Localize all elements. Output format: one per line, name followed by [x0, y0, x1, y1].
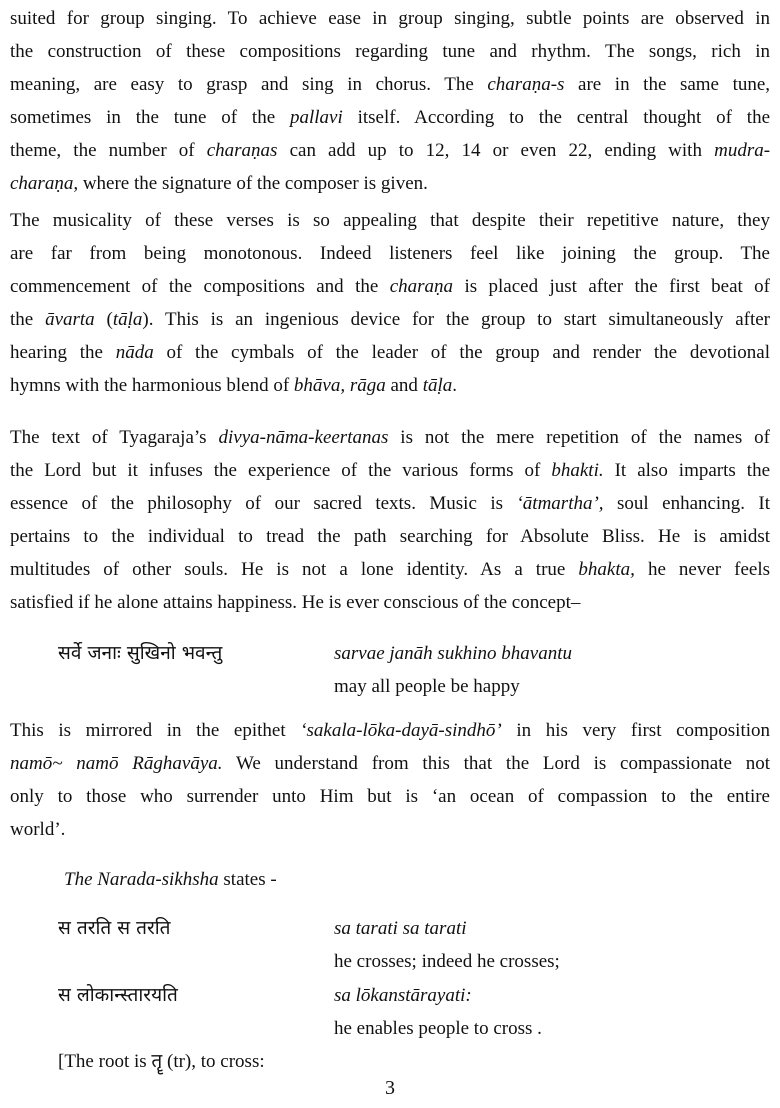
line: pertains to the individual to tread the path searching for Absolute Bliss. He is amidst — [10, 526, 770, 547]
line: commencement of the compositions and the charaṇa is placed just after the first beat of — [10, 276, 771, 297]
line: only to those who surrender unto Him but is ‘an ocean of compassion to the entire — [10, 786, 770, 807]
paragraph-group-singing — [10, 2, 770, 200]
line: meaning, are easy to grasp and sing in chorus. The charaṇa-s are in the same tune, — [10, 74, 771, 95]
transliteration: sa tarati sa tarati — [334, 918, 467, 939]
paragraph-musicality — [10, 204, 770, 402]
line: charaṇa, where the signature of the composer is given. — [10, 173, 428, 194]
line: The musicality of these verses is so appealing that despite their repetitive nature, they — [10, 210, 770, 231]
paragraph-tyagaraja — [10, 421, 770, 619]
translation: he enables people to cross . — [334, 1018, 542, 1039]
line: suited for group singing. To achieve ease in group singing, subtle points are observed in — [10, 8, 770, 29]
line: essence of the philosophy of our sacred texts. Music is ‘ātmartha’, soul enhancing. It — [10, 493, 771, 514]
sanskrit-verse: स तरति स तरति — [58, 917, 171, 939]
line: sometimes in the tune of the pallavi itself. According to the central thought of the — [10, 107, 771, 128]
sanskrit-verse: सर्वे जनाः सुखिनो भवन्तु — [58, 642, 223, 664]
line: the Lord but it infuses the experience of the various forms of bhakti. It also imparts the — [10, 460, 771, 481]
translation: he crosses; indeed he crosses; — [334, 951, 560, 972]
line: The text of Tyagaraja’s divya-nāma-keertanas is not the mere repetition of the names of — [10, 427, 770, 448]
line: satisfied if he alone attains happiness. He is ever conscious of the concept– — [10, 592, 581, 613]
transliteration: sarvae janāh sukhino bhavantu — [334, 643, 573, 664]
sanskrit-verse: स लोकान्स्तारयति — [58, 984, 178, 1006]
line: hearing the nāda of the cymbals of the leader of the group and render the devotional — [10, 342, 771, 363]
line: the āvarta (tāḷa). This is an ingenious device for the group to start simultaneously after — [10, 309, 771, 330]
transliteration: sa lōkanstārayati: — [334, 985, 472, 1006]
paragraph-epithet — [10, 714, 770, 846]
line: namō~ namō Rāghavāya. We understand from this that the Lord is compassionate not — [10, 753, 770, 774]
line: the construction of these compositions regarding tune and rhythm. The songs, rich in — [10, 41, 770, 62]
line: This is mirrored in the epithet ‘sakala-lōka-dayā-sindhō’ in his very first composition — [10, 720, 771, 741]
line: theme, the number of charaṇas can add up to 12, 14 or even 22, ending with mudra- — [10, 140, 771, 161]
line: hymns with the harmonious blend of bhāva, rāga and tāḷa. — [10, 375, 457, 396]
translation: may all people be happy — [334, 676, 520, 697]
page-number: 3 — [385, 1077, 395, 1099]
line: multitudes of other souls. He is not a lone identity. As a true bhakta, he never feels — [10, 559, 771, 580]
line: are far from being monotonous. Indeed listeners feel like joining the group. The — [10, 243, 770, 264]
line: world’. — [10, 819, 66, 840]
